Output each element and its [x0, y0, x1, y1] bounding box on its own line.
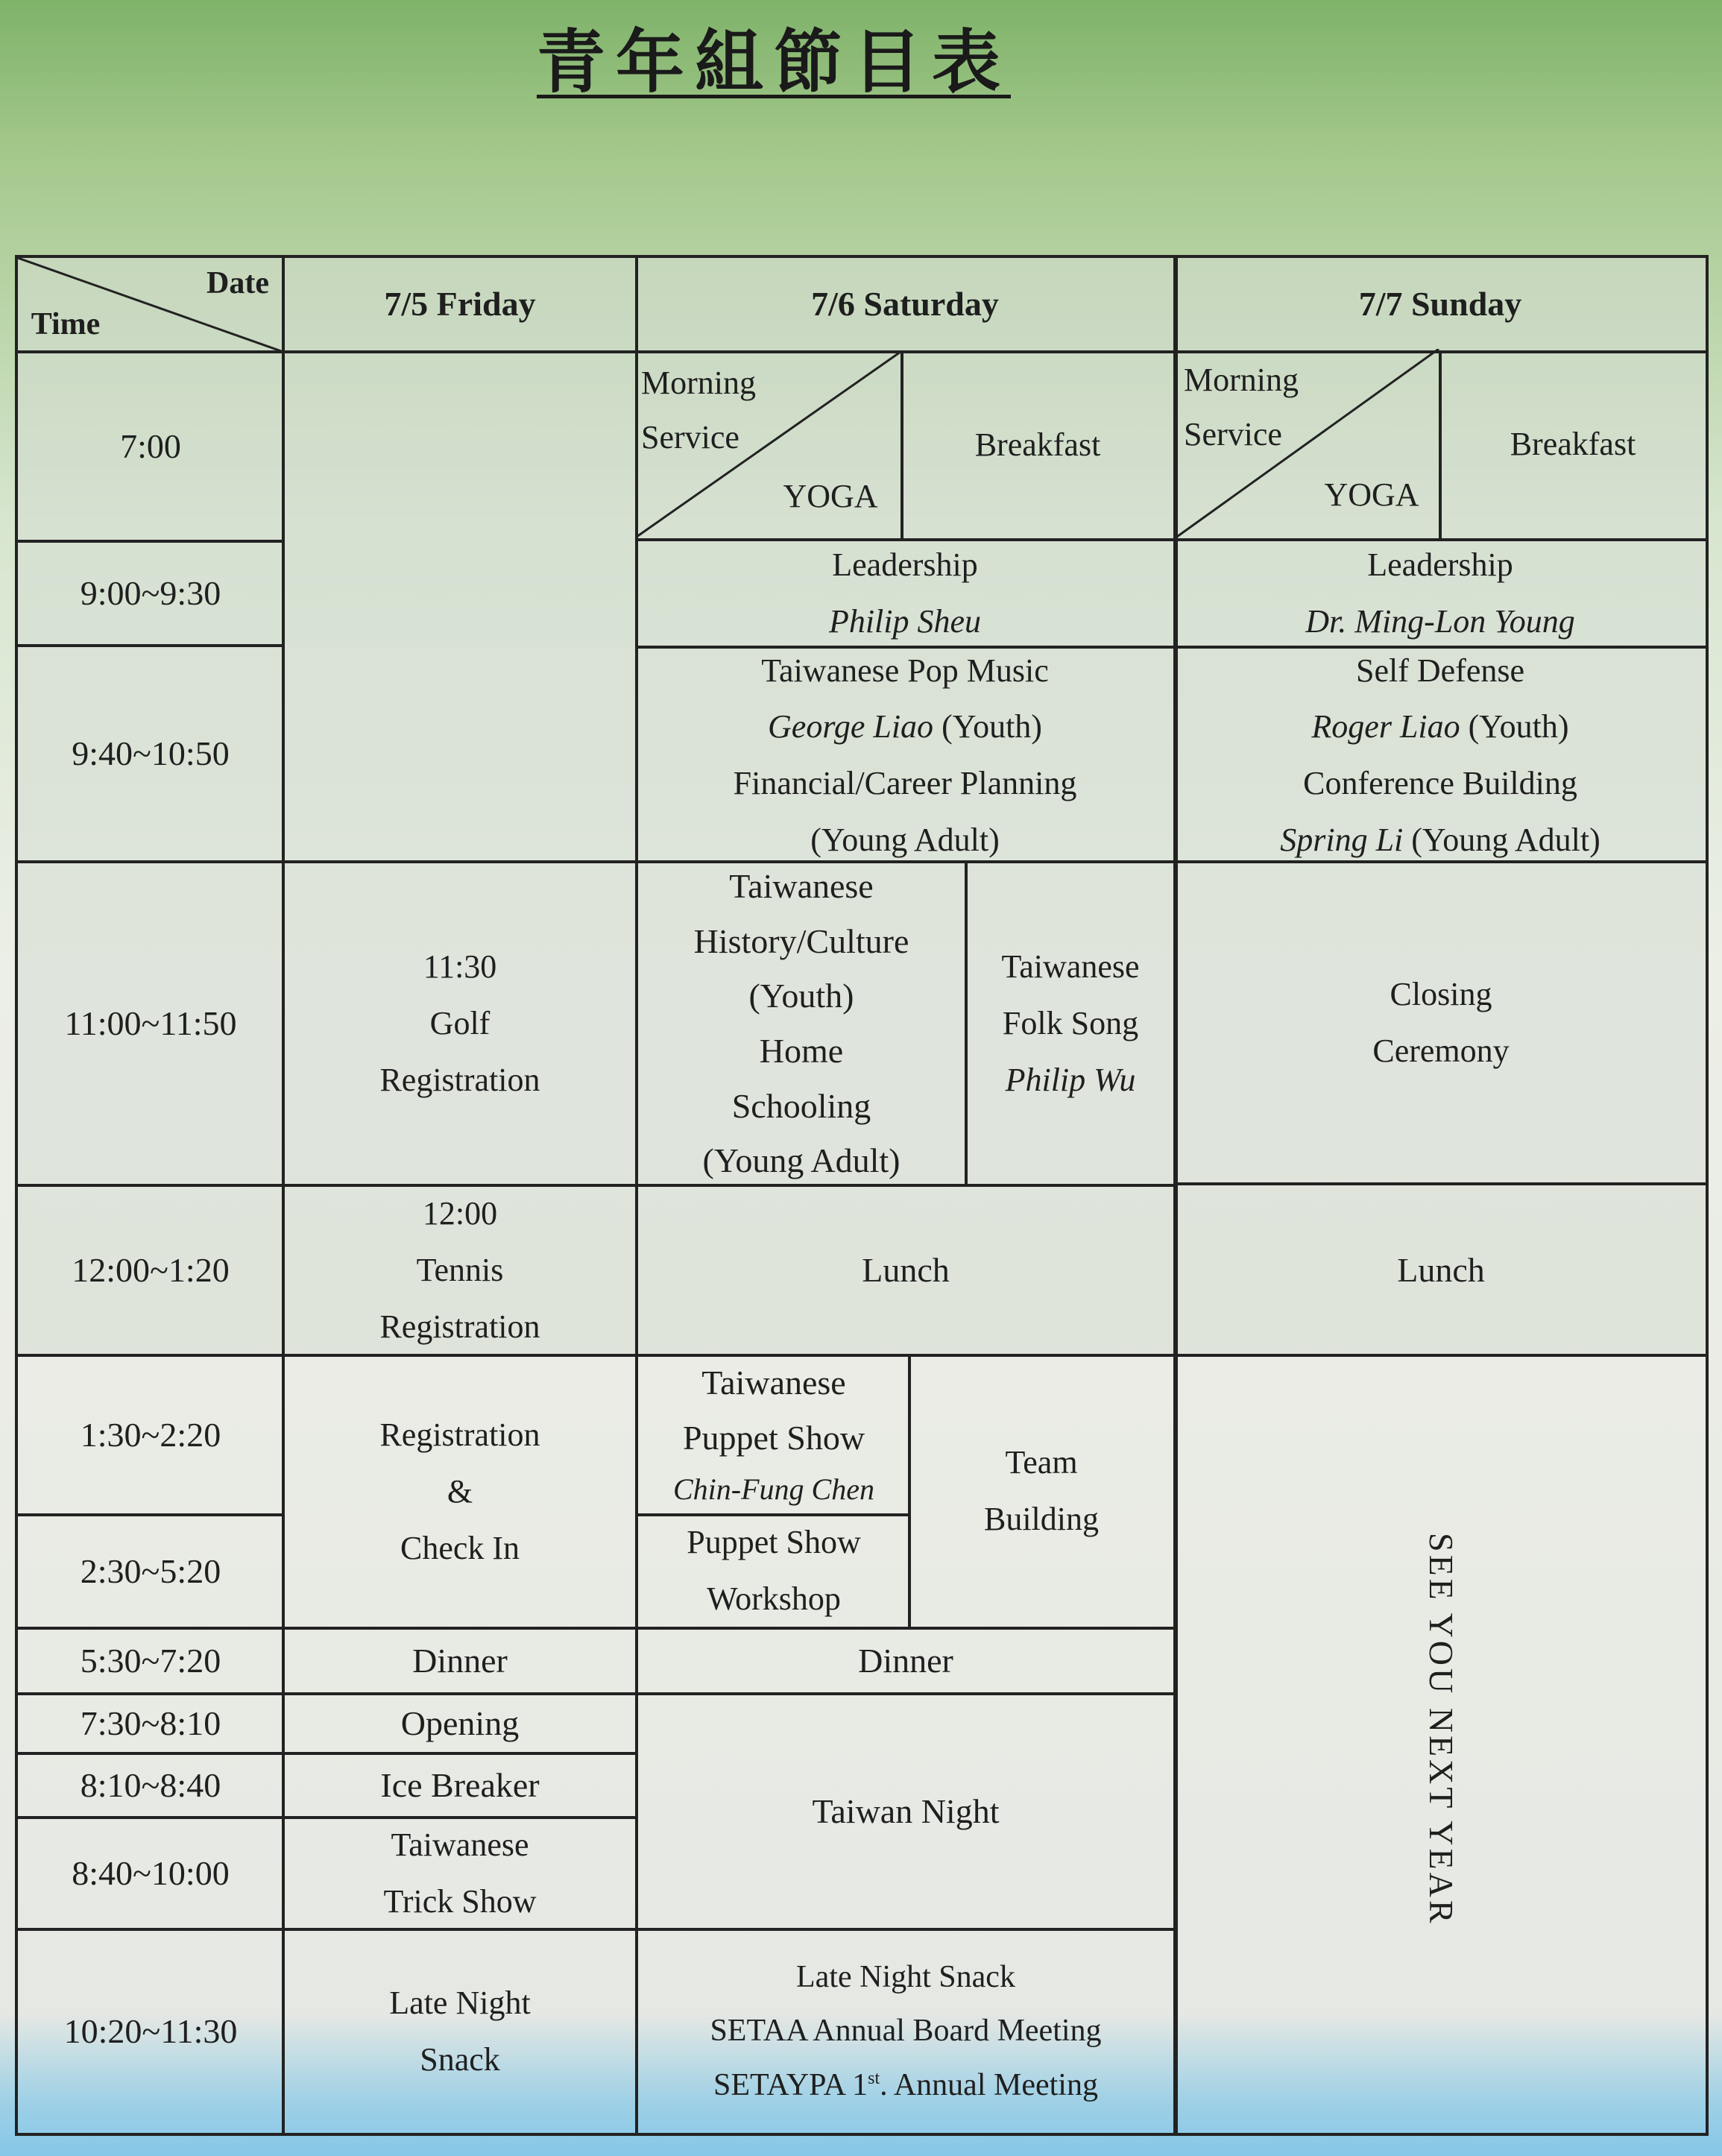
- grid-line: [18, 1513, 283, 1516]
- cell-text: Leadership: [832, 546, 978, 584]
- header-friday: 7/5 Friday: [384, 285, 536, 324]
- grid-line: [18, 860, 283, 863]
- cell-text: (Young Adult): [1403, 821, 1600, 858]
- cell-text: Service: [1184, 416, 1282, 453]
- cell-text: Morning: [641, 365, 756, 402]
- cell-text: Chin-Fung Chen: [673, 1472, 874, 1506]
- sunday-see-you: [1176, 1355, 1706, 2133]
- header-time: Time: [31, 307, 101, 342]
- cell-text: Tennis: [416, 1252, 504, 1289]
- cell-text: Conference Building: [1303, 765, 1577, 801]
- grid-line: [637, 860, 1706, 863]
- cell-text: Late Night Snack: [796, 1960, 1015, 1995]
- time-slot: 12:00~1:20: [72, 1251, 230, 1290]
- sunday-leadership: [1175, 540, 1706, 647]
- cell-text: . Annual Meeting: [880, 2067, 1098, 2102]
- cell-text: &: [447, 1473, 473, 1510]
- cell-text: Self Defense: [1355, 652, 1524, 689]
- grid-line: [965, 862, 968, 1185]
- cell-text: Home: [759, 1032, 844, 1070]
- cell-text-line: [713, 2058, 1098, 2112]
- time-slot: 10:20~11:30: [63, 2011, 238, 2050]
- friday-golf: [285, 862, 635, 1185]
- time-slot: 9:40~10:50: [72, 734, 230, 773]
- sunday-closing-ceremony: [1176, 863, 1706, 1182]
- cell-text: Puppet Show: [682, 1419, 865, 1457]
- saturday-folk-song: [968, 862, 1173, 1185]
- saturday-late-night: [638, 1929, 1173, 2133]
- cell-text: (Young Adult): [702, 1141, 901, 1180]
- cell-text: Registration: [379, 1416, 540, 1454]
- sunday-morning-service: [1184, 352, 1333, 464]
- cell-text: George Liao: [768, 708, 934, 746]
- cell-text: Team: [1005, 1444, 1078, 1481]
- cell-text: Building: [983, 1501, 1100, 1537]
- cell-text-line: [1280, 812, 1600, 869]
- cell-text: SETAYPA 1: [713, 2067, 868, 2102]
- friday-ice-breaker: Ice Breaker: [380, 1766, 540, 1805]
- header-sunday: 7/7 Sunday: [1358, 285, 1522, 324]
- grid-line: [1175, 258, 1178, 2133]
- friday-dinner: Dinner: [412, 1642, 508, 1680]
- grid-line: [1175, 1182, 1706, 1185]
- cell-text: 11:30: [423, 948, 497, 986]
- saturday-team-building: [909, 1355, 1173, 1627]
- cell-text: Folk Song: [1002, 1005, 1139, 1042]
- cell-text: Snack: [420, 2040, 500, 2078]
- grid-line: [637, 538, 1706, 541]
- cell-text-line: [768, 699, 1042, 755]
- time-slot: 8:10~8:40: [80, 1766, 221, 1805]
- saturday-dinner: Dinner: [858, 1642, 953, 1680]
- cell-text: 12:00: [422, 1195, 498, 1232]
- saturday-yoga: YOGA: [783, 477, 878, 514]
- header-saturday: 7/6 Saturday: [811, 285, 999, 324]
- grid-line: [18, 1184, 1173, 1187]
- saturday-workshops-1: [637, 647, 1173, 863]
- friday-late-night-snack: [285, 1929, 635, 2133]
- cell-text: Late Night: [389, 1984, 531, 2021]
- schedule-table: [15, 255, 1709, 2136]
- cell-text: Closing: [1390, 976, 1492, 1013]
- cell-text: Philip Sheu: [828, 603, 982, 640]
- cell-text: SETAA Annual Board Meeting: [710, 2014, 1102, 2049]
- grid-line: [18, 1928, 1176, 1931]
- time-slot: 7:00: [120, 427, 181, 466]
- grid-line: [18, 1354, 1706, 1357]
- cell-text-line: [1311, 699, 1568, 755]
- time-slot: 5:30~7:20: [80, 1642, 221, 1680]
- cell-text: Dr. Ming-Lon Young: [1305, 603, 1575, 640]
- cell-text: (Youth): [1460, 708, 1569, 746]
- cell-text: st: [868, 2068, 880, 2088]
- time-slot: 7:30~8:10: [80, 1704, 221, 1743]
- grid-line: [18, 1692, 1176, 1695]
- grid-line: [637, 1513, 909, 1516]
- cell-text: (Young Adult): [810, 821, 1000, 858]
- grid-line: [1439, 350, 1442, 540]
- cell-text: Taiwanese: [391, 1826, 529, 1864]
- friday-tennis: [285, 1185, 635, 1355]
- friday-trick-show: [285, 1818, 635, 1929]
- grid-line: [283, 860, 637, 863]
- friday-opening: Opening: [400, 1704, 520, 1743]
- cell-text: Taiwanese: [729, 867, 874, 906]
- cell-text: Schooling: [731, 1086, 871, 1125]
- cell-text: Workshop: [707, 1580, 841, 1617]
- time-slot: 11:00~11:50: [64, 1004, 237, 1043]
- cell-text: Financial/Career Planning: [733, 765, 1077, 801]
- cell-text: Registration: [379, 1061, 540, 1098]
- time-slot: 2:30~5:20: [80, 1552, 221, 1591]
- saturday-puppet-show: [640, 1355, 908, 1513]
- cell-text: Trick Show: [383, 1883, 537, 1920]
- saturday-breakfast: Breakfast: [974, 426, 1101, 463]
- cell-text: Taiwanese: [701, 1364, 846, 1402]
- cell-text: Roger Liao: [1311, 708, 1460, 746]
- cell-text: (Youth): [933, 708, 1042, 746]
- grid-line: [18, 644, 283, 647]
- grid-line: [18, 540, 283, 543]
- sunday-workshops-1: [1175, 647, 1706, 863]
- cell-text: Service: [641, 419, 739, 456]
- grid-line: [637, 646, 1706, 649]
- time-slot: 8:40~10:00: [72, 1854, 230, 1893]
- cell-text: History/Culture: [693, 921, 909, 960]
- grid-line: [18, 1627, 1176, 1630]
- cell-text: Taiwanese Pop Music: [761, 652, 1049, 689]
- time-slot: 9:00~9:30: [80, 574, 221, 613]
- cell-text: Registration: [379, 1308, 540, 1345]
- saturday-morning-service: [641, 355, 790, 467]
- cell-text: Philip Wu: [1005, 1061, 1136, 1098]
- saturday-lunch: Lunch: [862, 1251, 950, 1290]
- cell-text: (Youth): [748, 977, 854, 1015]
- grid-line: [18, 1816, 637, 1819]
- cell-text: Leadership: [1367, 546, 1513, 584]
- sunday-yoga: YOGA: [1324, 476, 1419, 513]
- saturday-taiwan-night: Taiwan Night: [812, 1792, 1000, 1831]
- sunday-lunch: Lunch: [1397, 1251, 1485, 1290]
- time-slot: 1:30~2:20: [80, 1416, 221, 1454]
- header-date: Date: [206, 266, 269, 301]
- grid-line: [908, 1355, 911, 1628]
- cell-text: Taiwanese: [1001, 948, 1140, 986]
- cell-text: Golf: [429, 1005, 491, 1042]
- cell-text: Check In: [400, 1529, 520, 1566]
- cell-text: SEE YOU NEXT YEAR: [1422, 1532, 1460, 1926]
- grid-line: [901, 352, 903, 540]
- saturday-puppet-workshop: [640, 1515, 908, 1627]
- cell-text: Ceremony: [1372, 1033, 1510, 1069]
- grid-line: [18, 1752, 637, 1755]
- saturday-leadership: [637, 540, 1173, 647]
- cell-text: Morning: [1184, 362, 1299, 399]
- saturday-history-culture: [638, 862, 965, 1185]
- cell-text: Spring Li: [1280, 821, 1404, 858]
- friday-checkin: [285, 1355, 635, 1628]
- sunday-breakfast: Breakfast: [1510, 425, 1636, 462]
- grid-line: [18, 350, 1706, 353]
- page-title: 青年組節目表: [537, 22, 1012, 102]
- cell-text: Puppet Show: [687, 1524, 861, 1561]
